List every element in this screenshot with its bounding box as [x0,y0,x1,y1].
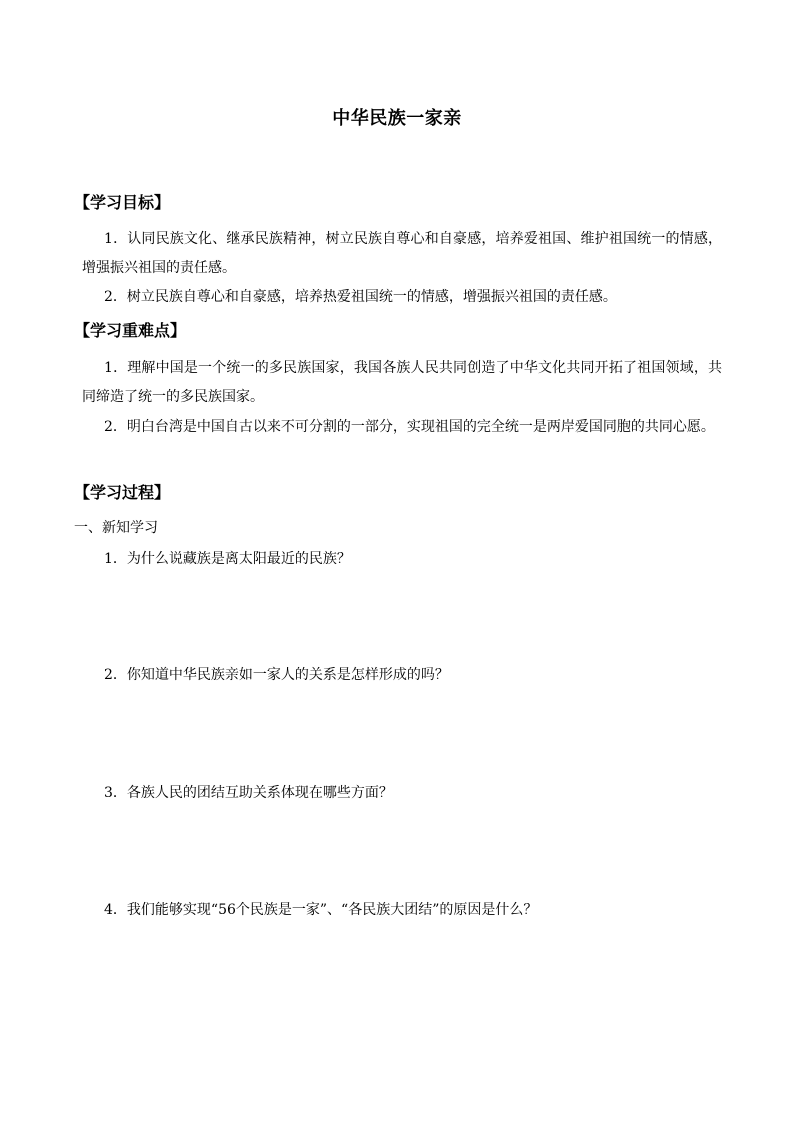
goals-heading: 【学习目标】 [74,193,171,212]
goal-item-1 [82,225,722,283]
key-point-item-1-text: 1．理解中国是一个统一的多民族国家，我国各族人民共同创造了中华文化共同开拓了祖国领域，共同缔造了统一的多民族国家。 [82,360,722,405]
question-3: 3．各族人民的团结互助关系体现在哪些方面？ [104,785,393,801]
key-point-item-1 [82,354,722,412]
question-1: 1．为什么说藏族是离太阳最近的民族？ [104,551,351,567]
key-point-item-2 [82,413,722,442]
question-4: 4．我们能够实现“56个民族是一家”、“各民族大团结”的原因是什么？ [104,902,538,918]
page-title: 中华民族一家亲 [332,108,462,129]
process-heading: 【学习过程】 [74,483,171,502]
goal-item-2 [82,283,722,312]
key-point-item-2-text: 2．明白台湾是中国自古以来不可分割的一部分，实现祖国的完全统一是两岸爱国同胞的共同心愿。 [104,419,715,435]
new-knowledge-subheading: 一、新知学习 [74,520,158,536]
goal-item-1-text: 1．认同民族文化、继承民族精神，树立民族自尊心和自豪感，培养爱祖国、维护祖国统一的情感，增强振兴祖国的责任感。 [82,231,722,276]
question-2: 2．你知道中华民族亲如一家人的关系是怎样形成的吗？ [104,667,449,683]
key-points-heading: 【学习重难点】 [74,321,187,340]
goal-item-2-text: 2．树立民族自尊心和自豪感，培养热爱祖国统一的情感，增强振兴祖国的责任感。 [104,289,617,305]
